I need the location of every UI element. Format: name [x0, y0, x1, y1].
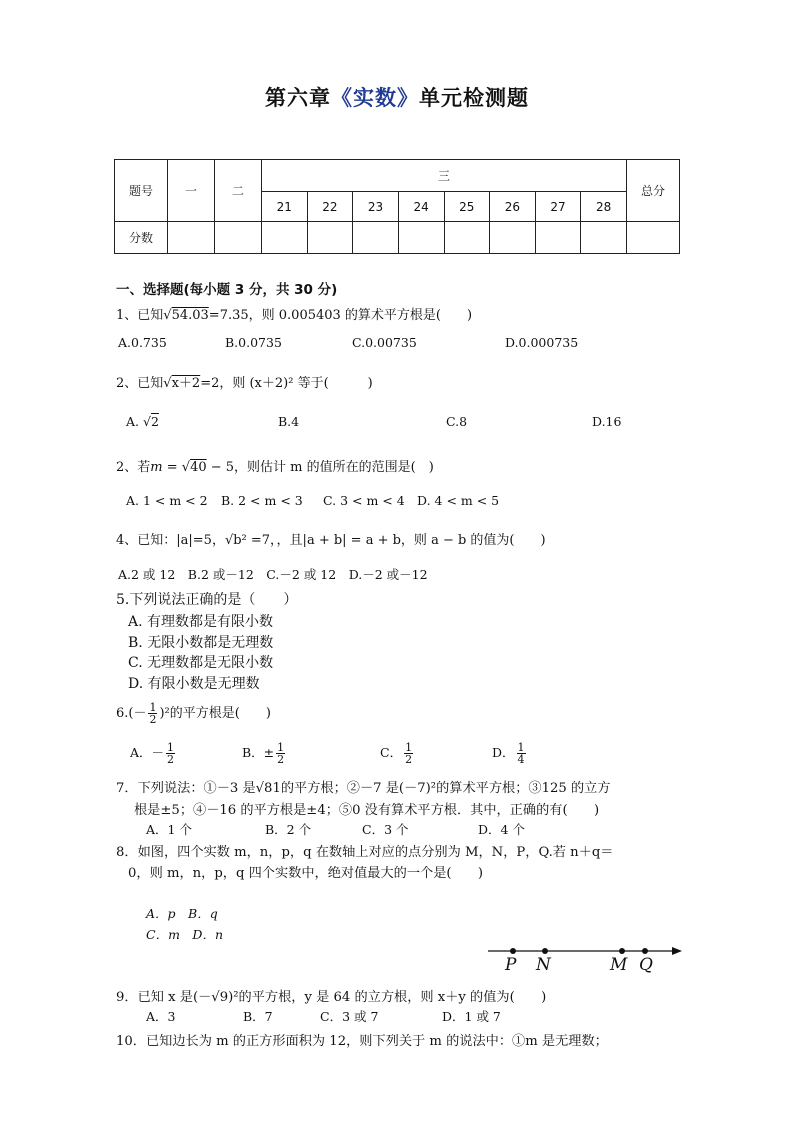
num-cell: 25: [444, 192, 490, 222]
score-input[interactable]: [262, 222, 308, 254]
q2-option-a: A. √2: [126, 414, 159, 429]
col-three: 三: [262, 160, 627, 192]
point-m: [619, 948, 625, 954]
score-input[interactable]: [398, 222, 444, 254]
question-7-line1: 7．下列说法：①－3 是√81的平方根；②－7 是(－7)²的算术平方根；③125 的立方: [116, 781, 611, 796]
col-two: 二: [215, 160, 262, 222]
q5-option-a: A. 有理数都是有限小数: [128, 614, 274, 630]
question-4: 4、已知：|a|=5，√b² =7，，且|a + b| = a + b，则 a − b 的值为( ): [116, 533, 546, 548]
num-cell: 28: [581, 192, 627, 222]
q5-option-b: B. 无限小数都是无理数: [128, 635, 274, 651]
question-2: 2、已知√x＋2=2，则 (x＋2)² 等于( ): [116, 376, 373, 391]
q9-option-c: C．3 或 7: [320, 1009, 379, 1024]
q4-options: A.2 或 12 B.2 或－12 C.－2 或 12 D.－2 或－12: [118, 567, 428, 582]
score-input[interactable]: [168, 222, 215, 254]
total-cell: 总分: [627, 160, 680, 222]
num-cell: 27: [535, 192, 581, 222]
score-input[interactable]: [307, 222, 353, 254]
score-table: [114, 159, 680, 254]
question-9: 9．已知 x 是(－√9)²的平方根，y 是 64 的立方根，则 x＋y 的值为( ): [116, 990, 547, 1005]
question-10: 10．已知边长为 m 的正方形面积为 12，则下列关于 m 的说法中：①m 是无理数；: [116, 1034, 608, 1049]
q9-option-a: A．3: [146, 1009, 176, 1024]
score-input[interactable]: [581, 222, 627, 254]
q7-option-b: B．2 个: [265, 822, 312, 837]
q7-option-a: A．1 个: [146, 822, 192, 837]
q1-option-d: D.0.000735: [505, 335, 579, 350]
score-input[interactable]: [444, 222, 490, 254]
question-1: 1、已知√54.03=7.35，则 0.005403 的算术平方根是( ): [116, 308, 473, 323]
label-m: M: [610, 955, 628, 975]
question-7-line2: 根是±5；④－16 的平方根是±4；⑤0 没有算术平方根．其中，正确的有( ): [134, 803, 600, 818]
q6-option-b: B．± $\frac{1}{2}$: [242, 741, 285, 766]
number-line-svg: [488, 938, 688, 978]
q1-option-a: A.0.735: [118, 335, 167, 350]
point-q: [642, 948, 648, 954]
num-cell: 21: [262, 192, 308, 222]
fenshu-cell: 分数: [115, 222, 168, 254]
q6-option-c: C． $\frac{1}{2}$: [380, 741, 413, 766]
score-input[interactable]: [353, 222, 399, 254]
q3-option-c: C. 3 < m < 4: [323, 493, 405, 508]
question-6: 6.(－ $\frac{1}{2}$ )²的平方根是( ): [116, 701, 271, 726]
q9-option-b: B．7: [243, 1009, 273, 1024]
page-title: 第六章《实数》单元检测题: [265, 85, 529, 110]
question-8-line1: 8．如图，四个实数 m，n，p，q 在数轴上对应的点分别为 M，N，P，Q.若 n＋q＝: [116, 845, 614, 860]
question-5: 5.下列说法正确的是（ ）: [116, 592, 298, 608]
q3-option-b: B. 2 < m < 3: [221, 493, 303, 508]
score-input[interactable]: [627, 222, 680, 254]
label-n: N: [536, 955, 551, 975]
score-input[interactable]: [535, 222, 581, 254]
q3-option-a: A. 1 < m < 2: [126, 493, 208, 508]
number-line: [488, 938, 688, 982]
q6-option-a: A．－ $\frac{1}{2}$: [130, 741, 175, 766]
q8-options-ab: A．p B．q: [146, 906, 218, 921]
q7-option-d: D．4 个: [478, 822, 525, 837]
q1-option-b: B.0.0735: [225, 335, 282, 350]
section-heading: 一、选择题(每小题 3 分，共 30 分): [116, 282, 338, 298]
q5-option-d: D. 有限小数是无理数: [128, 676, 260, 692]
q7-option-c: C．3 个: [362, 822, 409, 837]
q6-option-d: D． $\frac{1}{4}$: [492, 741, 525, 766]
num-cell: 24: [398, 192, 444, 222]
q5-option-c: C. 无理数都是无限小数: [128, 655, 274, 671]
q3-option-d: D. 4 < m < 5: [417, 493, 500, 508]
question-3: 2、若m = √40 − 5，则估计 m 的值所在的范围是( ): [116, 460, 434, 475]
q9-option-d: D．1 或 7: [442, 1009, 501, 1024]
score-input[interactable]: [490, 222, 536, 254]
label-p: P: [505, 955, 517, 975]
q8-options-cd: C．m D．n: [146, 927, 223, 942]
num-cell: 23: [353, 192, 399, 222]
score-input[interactable]: [215, 222, 262, 254]
point-p: [510, 948, 516, 954]
q2-option-d: D.16: [592, 414, 622, 429]
arrow-icon: [672, 947, 682, 955]
col-one: 一: [168, 160, 215, 222]
q2-option-c: C.8: [446, 414, 468, 429]
q1-option-c: C.0.00735: [352, 335, 417, 350]
q2-option-b: B.4: [278, 414, 300, 429]
point-n: [542, 948, 548, 954]
label-q: Q: [639, 955, 653, 975]
num-cell: 26: [490, 192, 536, 222]
num-cell: 22: [307, 192, 353, 222]
question-8-line2: 0，则 m，n，p，q 四个实数中，绝对值最大的一个是( ): [128, 866, 484, 881]
tihao-cell: 题号: [115, 160, 168, 222]
